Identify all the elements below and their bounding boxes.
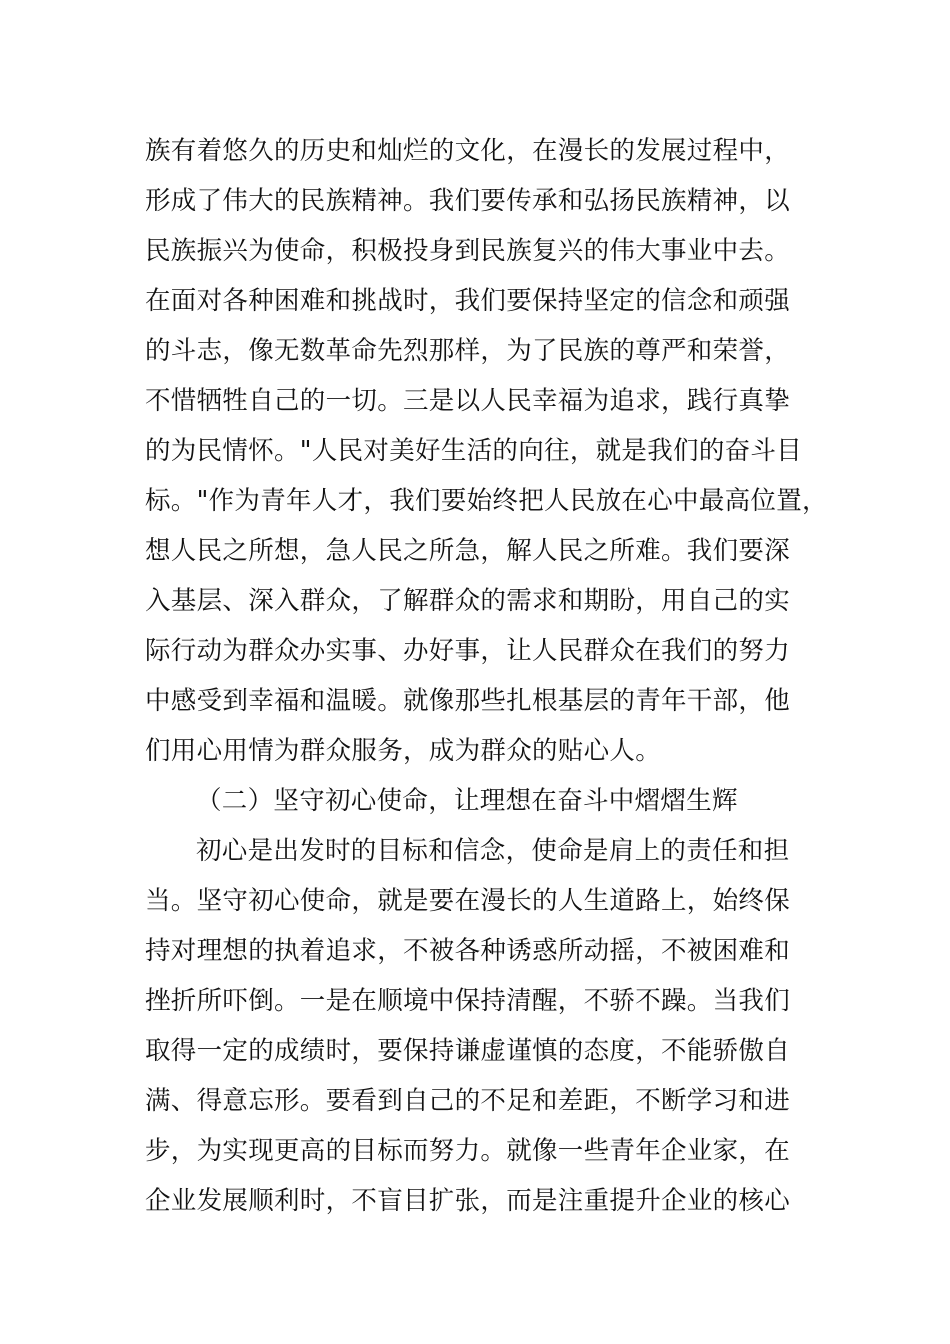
text-line: 满、得意忘形。要看到自己的不足和差距，不断学习和进 [145, 1086, 791, 1116]
text-line: 标。"作为青年人才，我们要始终把人民放在心中最高位置， [145, 486, 828, 516]
text-line: 们用心用情为群众服务，成为群众的贴心人。 [145, 736, 662, 766]
text-line: 挫折所吓倒。一是在顺境中保持清醒，不骄不躁。当我们 [145, 986, 791, 1016]
text-line: 中感受到幸福和温暖。就像那些扎根基层的青年干部，他 [145, 686, 791, 716]
text-line: 持对理想的执着追求，不被各种诱惑所动摇，不被困难和 [145, 936, 791, 966]
text-line: 在面对各种困难和挑战时，我们要保持坚定的信念和顽强 [145, 286, 791, 316]
text-line: 际行动为群众办实事、办好事，让人民群众在我们的努力 [145, 636, 791, 666]
text-line: 的斗志，像无数革命先烈那样，为了民族的尊严和荣誉， [145, 336, 791, 366]
text-line: 当。坚守初心使命，就是要在漫长的人生道路上，始终保 [145, 886, 791, 916]
text-line: 民族振兴为使命，积极投身到民族复兴的伟大事业中去。 [145, 236, 791, 266]
text-line: 企业发展顺利时，不盲目扩张，而是注重提升企业的核心 [145, 1186, 791, 1216]
text-line: 族有着悠久的历史和灿烂的文化，在漫长的发展过程中， [145, 136, 791, 166]
text-line: 步，为实现更高的目标而努力。就像一些青年企业家，在 [145, 1136, 791, 1166]
section-heading: （二）坚守初心使命，让理想在奋斗中熠熠生辉 [196, 786, 738, 816]
text-line: 的为民情怀。"人民对美好生活的向往，就是我们的奋斗目 [145, 436, 803, 466]
text-line: 想人民之所想，急人民之所急，解人民之所难。我们要深 [145, 536, 791, 566]
text-line: 不惜牺牲自己的一切。三是以人民幸福为追求，践行真挚 [145, 386, 791, 416]
text-line: 取得一定的成绩时，要保持谦虚谨慎的态度，不能骄傲自 [145, 1036, 791, 1066]
text-line: 入基层、深入群众，了解群众的需求和期盼，用自己的实 [145, 586, 791, 616]
text-line: 形成了伟大的民族精神。我们要传承和弘扬民族精神，以 [145, 186, 791, 216]
text-line: 初心是出发时的目标和信念，使命是肩上的责任和担 [196, 836, 790, 866]
